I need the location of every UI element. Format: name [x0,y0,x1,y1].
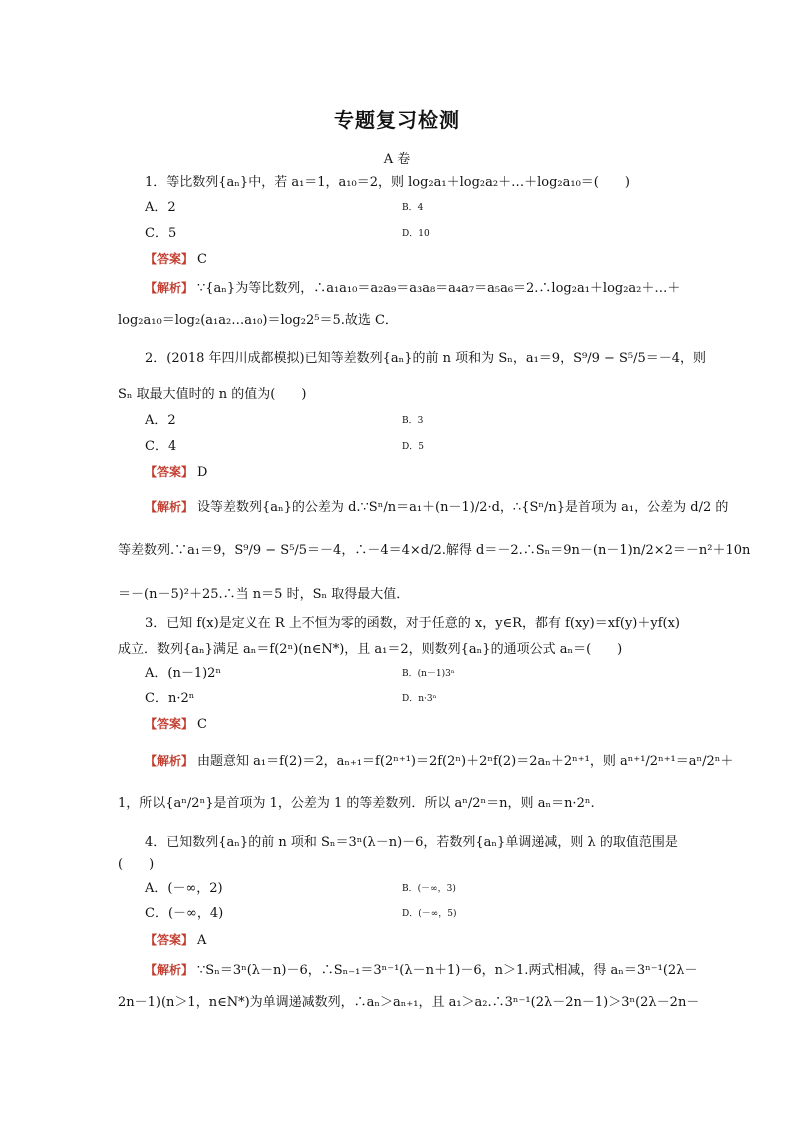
explain-tag: 【解析】 [145,281,194,295]
q2-answer-value: D [197,465,208,480]
q1-explanation-1 [145,279,705,298]
explain-tag: 【解析】 [145,754,194,768]
question-4-stem-2: ( ) [118,857,155,872]
q4-answer [145,931,705,950]
q2-explanation-3: ＝－(n－5)²＋25.∴当 n＝5 时，Sₙ 取得最大值． [118,587,410,602]
q3-answer-value: C [197,717,207,732]
q4-explanation-1 [145,961,705,980]
q2-explanation-2: 等差数列.∵a₁＝9，S⁹/9 − S⁵/5＝－4，∴－4＝4×d/2.解得 d＝－2.∴Sₙ＝9n－(n－1)n/2×2＝－n²＋10n [118,543,751,558]
q1-option-d: D．10 [402,229,430,239]
q1-option-c: C．5 [145,226,177,241]
answer-tag: 【答案】 [145,717,194,731]
q3-option-b: B．(n－1)3ⁿ [402,669,455,679]
q4-option-d: D．(－∞，5) [402,909,457,919]
q4-explanation-text-1: ∵Sₙ＝3ⁿ(λ－n)－6，∴Sₙ₋₁＝3ⁿ⁻¹(λ－n＋1)－6，n＞1.两式相减，得 aₙ＝3ⁿ⁻¹(2λ－ [197,963,698,978]
q2-explanation-1 [145,498,729,517]
answer-tag: 【答案】 [145,252,194,266]
question-3-stem-1: 3．已知 f(x)是定义在 R 上不恒为零的函数，对于任意的 x，y∈R，都有 f(xy)＝xf(y)＋yf(x) [145,616,680,631]
q1-answer [145,250,705,269]
answer-tag: 【答案】 [145,933,194,947]
q3-explanation-2: 1，所以{aⁿ/2ⁿ}是首项为 1，公差为 1 的等差数列．所以 aⁿ/2ⁿ＝n，则 aₙ＝n·2ⁿ. [118,796,595,811]
q2-explanation-text-1: 设等差数列{aₙ}的公差为 d.∵Sⁿ/n＝a₁＋(n－1)/2·d，∴{Sⁿ/n}是首项为 a₁，公差为 d/2 的 [197,500,729,515]
answer-tag: 【答案】 [145,465,194,479]
question-2-stem-1: 2．(2018 年四川成都模拟)已知等差数列{aₙ}的前 n 项和为 Sₙ，a₁＝9，S⁹/9 − S⁵/5＝－4，则 [145,351,707,366]
q4-answer-value: A [197,933,207,948]
q3-option-a: A．(n－1)2ⁿ [145,666,222,681]
q3-option-d: D．n·3ⁿ [402,694,437,704]
question-3-stem-2: 成立．数列{aₙ}满足 aₙ＝f(2ⁿ)(n∈N*)，且 a₁＝2，则数列{aₙ}的通项公式 aₙ＝( ) [118,642,623,657]
q2-answer [145,463,705,482]
explain-tag: 【解析】 [145,963,194,977]
q1-explanation-text-1: ∵{aₙ}为等比数列，∴a₁a₁₀＝a₂a₉＝a₃a₈＝a₄a₇＝a₅a₆＝2.∴log₂a₁＋log₂a₂＋…＋ [197,281,681,296]
q1-explanation-2: log₂a₁₀＝log₂(a₁a₂…a₁₀)＝log₂2⁵＝5.故选 C． [118,313,398,328]
q2-option-a: A．2 [145,413,176,428]
q1-answer-value: C [197,252,207,267]
question-1-stem: 1．等比数列{aₙ}中，若 a₁＝1，a₁₀＝2，则 log₂a₁＋log₂a₂＋…＋log₂a₁₀＝( ) [145,175,630,190]
question-2-stem-2: Sₙ 取最大值时的 n 的值为( ) [118,387,307,402]
q4-option-a: A．(－∞，2) [145,881,223,896]
q2-option-c: C．4 [145,439,177,454]
q3-option-c: C．n·2ⁿ [145,691,195,706]
section-label: A 卷 [383,152,411,167]
q4-option-b: B．(－∞，3) [402,884,456,894]
q3-explanation-text-1: 由题意知 a₁＝f(2)＝2，aₙ₊₁＝f(2ⁿ⁺¹)＝2f(2ⁿ)＋2ⁿf(2)＝2aₙ＋2ⁿ⁺¹，则 aⁿ⁺¹/2ⁿ⁺¹＝aⁿ/2ⁿ＋ [197,754,734,769]
q1-option-a: A．2 [145,200,176,215]
q4-explanation-2: 2n－1)(n＞1，n∈N*)为单调递减数列，∴aₙ＞aₙ₊₁，且 a₁＞a₂.∴3ⁿ⁻¹(2λ－2n－1)＞3ⁿ(2λ－2n－ [118,995,700,1010]
explain-tag: 【解析】 [145,500,194,514]
q1-option-b: B．4 [402,203,424,213]
q2-option-d: D．5 [402,442,424,452]
question-4-stem-1: 4．已知数列{aₙ}的前 n 项和 Sₙ＝3ⁿ(λ－n)－6，若数列{aₙ}单调递减，则 λ 的取值范围是 [145,835,678,850]
page-title: 专题复习检测 [334,108,460,132]
q3-explanation-1 [145,752,734,771]
q4-option-c: C．(－∞，4) [145,906,224,921]
q2-option-b: B．3 [402,416,424,426]
q3-answer [145,715,705,734]
